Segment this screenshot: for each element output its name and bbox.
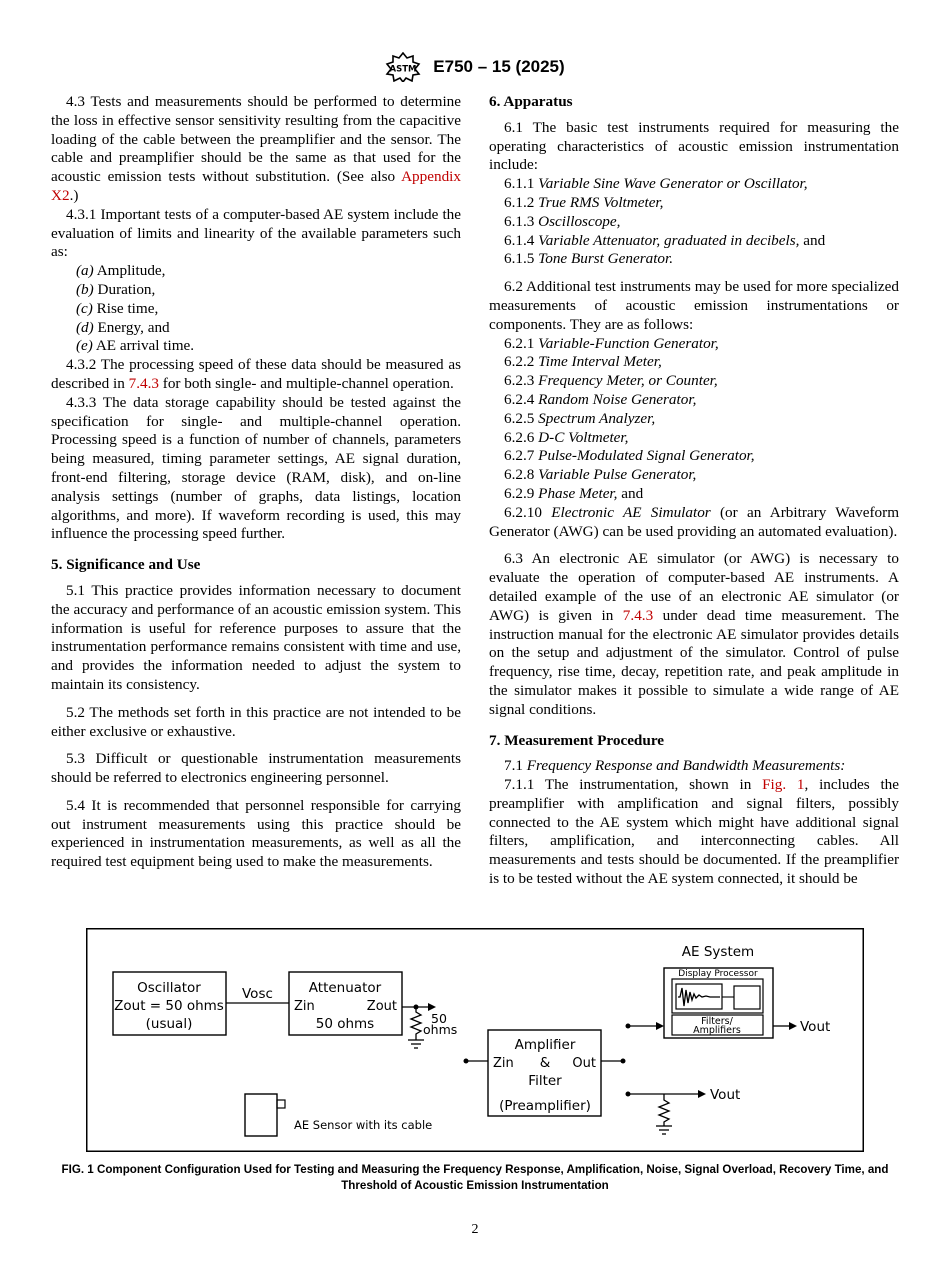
amplifier-title: Amplifier [514, 1037, 576, 1053]
appendix-x2-link[interactable]: Appendix X2 [51, 168, 461, 204]
right-column [489, 93, 899, 889]
apparatus-item: 6.1.1 Variable Sine Wave Generator or Oscillator, [504, 175, 808, 193]
oscillator-usual: (usual) [145, 1016, 193, 1032]
figure-1-diagram [86, 928, 864, 1152]
apparatus-item: 6.1.3 Oscilloscope, [504, 212, 621, 230]
apparatus-item: 6.2.4 Random Noise Generator, [504, 390, 697, 408]
ae-sensor-box [245, 1094, 277, 1136]
attenuator-title: Attenuator [308, 980, 382, 996]
param-item: (c) Rise time, [76, 299, 159, 317]
left-column [51, 93, 461, 872]
sensor-connector [277, 1100, 285, 1108]
apparatus-item: 6.2.8 Variable Pulse Generator, [504, 466, 697, 484]
para-4-3-3: 4.3.3 The data storage capability should be tested against the specification for single- and multiple-channel operation. Processing speed is a function of number of channels, parameters being measured, timing parameter settings, AE signal duration, front-end filtering, storage device (RAM, disk), and on-line analysis settings (number of graphs, data listings, location algorithms, and more). If waveform recording is used, this may influence the processing speed further. [51, 393, 461, 543]
oscillator-title: Oscillator [137, 980, 201, 996]
param-item: (d) Energy, and [76, 318, 170, 336]
apparatus-item: 6.1.2 True RMS Voltmeter, [504, 193, 664, 211]
para-6-2: 6.2 Additional test instruments may be used for more specialized measurements of acoustic emission instrumentations or components. They are as follows: [489, 278, 899, 333]
astm-logo-text: ASTM [389, 64, 417, 75]
amp-output-dot [621, 1059, 626, 1064]
document-designation: E750 – 15 (2025) [433, 57, 565, 76]
amp-input-dot [464, 1059, 469, 1064]
section-7-heading: 7. Measurement Procedure [489, 731, 665, 749]
para-7-1: 7.1 Frequency Response and Bandwidth Measurements: [504, 757, 846, 775]
section-6-heading: 6. Apparatus [489, 93, 573, 110]
apparatus-item: 6.2.2 Time Interval Meter, [504, 353, 662, 371]
apparatus-item: 6.2.9 Phase Meter, and [504, 484, 644, 502]
load-50: 50 [431, 1011, 447, 1026]
apparatus-item: 6.2.5 Spectrum Analyzer, [504, 409, 656, 427]
amplifier-and: & [539, 1055, 551, 1071]
vout-label-2: Vout [710, 1087, 741, 1103]
section-5-heading: 5. Significance and Use [51, 556, 201, 574]
param-item: (a) Amplitude, [76, 262, 166, 280]
arrowhead [428, 1003, 436, 1011]
astm-logo [385, 52, 421, 82]
section-7-4-3-link[interactable]: 7.4.3 [622, 606, 654, 624]
apparatus-item: 6.1.4 Variable Attenuator, graduated in decibels, and [504, 231, 826, 249]
ae-system-label: AE System [681, 944, 755, 960]
vosc-label: Vosc [242, 986, 273, 1002]
figure-caption: FIG. 1 Component Configuration Used for Testing and Measuring the Frequency Response, Amplification, Noise, Signal Overload, Recovery Time, and Threshold of Acoustic Emission Instrumentation [61, 1163, 889, 1192]
para-4-3-1: 4.3.1 Important tests of a computer-based AE system include the evaluation of limits and linearity of the available parameters such as: [51, 205, 461, 261]
apparatus-item: 6.1.5 Tone Burst Generator. [504, 250, 674, 268]
para-5-1: 5.1 This practice provides information necessary to document the accuracy and performance of an acoustic emission system. This information is useful for reference purposes to assure that the instrumentation performance remains consistent with time and use, and provides the information needed to adjust the system to maintain its consistency. [51, 581, 461, 693]
oscillator-impedance: Zout = 50 ohms [114, 998, 224, 1014]
apparatus-item: 6.2.1 Variable-Function Generator, [504, 334, 719, 352]
amplifier-filter: Filter [528, 1073, 562, 1089]
para-7-1-1: 7.1.1 The instrumentation, shown in Fig. 1, includes the preamplifier with amplification and signal filters, possibly connected to the AE system which might have additional signal filters, amplification, and interconnecting cables. All measurements and tests should be documented. If the preamplifier is to be tested without the AE system connected, it should be [489, 776, 900, 888]
arrowhead [698, 1090, 706, 1098]
filters-label-2: Amplifiers [693, 1025, 741, 1036]
attenuator-zin: Zin [294, 999, 315, 1014]
apparatus-item: 6.2.6 D-C Voltmeter, [504, 428, 629, 446]
attenuator-zout: Zout [366, 999, 397, 1014]
para-4-3: 4.3 Tests and measurements should be performed to determine the loss in effective sensor sensitivity resulting from the capacitive loading of the cable between the preamplifier and the sensor. The cable and preamplifier should be the same as that used for the acoustic emission tests without substitution. (See also Appendix X2.) [51, 93, 461, 204]
param-item: (b) Duration, [76, 280, 156, 298]
amplifier-out: Out [572, 1056, 596, 1071]
apparatus-item: 6.2.7 Pulse-Modulated Signal Generator, [504, 447, 755, 465]
fig-1-link[interactable]: Fig. 1 [762, 776, 805, 794]
amplifier-zin: Zin [493, 1056, 514, 1071]
para-4-3-2: 4.3.2 The processing speed of these data should be measured as described in 7.4.3 for both single- and multiple-channel operation. [51, 356, 461, 392]
apparatus-item: 6.2.3 Frequency Meter, or Counter, [504, 372, 718, 390]
para-5-4: 5.4 It is recommended that personnel responsible for carrying out instrument measurements using this practice should be experienced in instrumentation measurements, as well as all the required test equipment being used to make the measurements. [51, 796, 461, 871]
lower-resistor [659, 1094, 669, 1126]
param-item: (e) AE arrival time. [76, 337, 195, 355]
figure-frame [87, 929, 864, 1152]
ae-sensor-label: AE Sensor with its cable [294, 1118, 433, 1132]
section-7-4-3-link[interactable]: 7.4.3 [128, 374, 159, 392]
vout-label-1: Vout [800, 1019, 831, 1035]
para-6-3: 6.3 An electronic AE simulator (or AWG) is necessary to evaluate the operation of computer-based AE instruments. A detailed example of the use of an electronic AE simulator (or AWG) is given in 7.4.3 under dead time measurement. The instruction manual for the electronic AE simulator provides details on the setup and adjustment of the simulator. Control of pulse frequency, rise time, decay, repetition rate, and peak amplitude in the simulator makes it possible to simulate a wide range of AE signal conditions. [489, 550, 900, 718]
display-processor-label: Display Processor [678, 969, 758, 979]
load-resistor [411, 1007, 421, 1040]
para-5-3: 5.3 Difficult or questionable instrumentation measurements should be referred to electronics engineering personnel. [51, 750, 461, 787]
waveform-icon [678, 988, 720, 1006]
load-ohms: ohms [423, 1022, 458, 1037]
arrowhead [656, 1022, 664, 1030]
amplifier-preamp: (Preamplifier) [499, 1098, 591, 1114]
filters-label-1: Filters/ [701, 1016, 733, 1027]
attenuator-ohms: 50 ohms [315, 1016, 375, 1032]
arrowhead [789, 1022, 797, 1030]
page-number: 2 [471, 1222, 479, 1237]
para-6-2-10: 6.2.10 Electronic AE Simulator (or an Arbitrary Waveform Generator (AWG) can be used providing an automated evaluation). [489, 503, 900, 540]
page-header [0, 52, 950, 82]
para-6-1: 6.1 The basic test instruments required for measuring the operating characteristics of acoustic emission instrumentation include: [489, 118, 899, 174]
processor-block [734, 986, 760, 1009]
para-5-2: 5.2 The methods set forth in this practice are not intended to be either exclusive or exhaustive. [51, 703, 461, 740]
